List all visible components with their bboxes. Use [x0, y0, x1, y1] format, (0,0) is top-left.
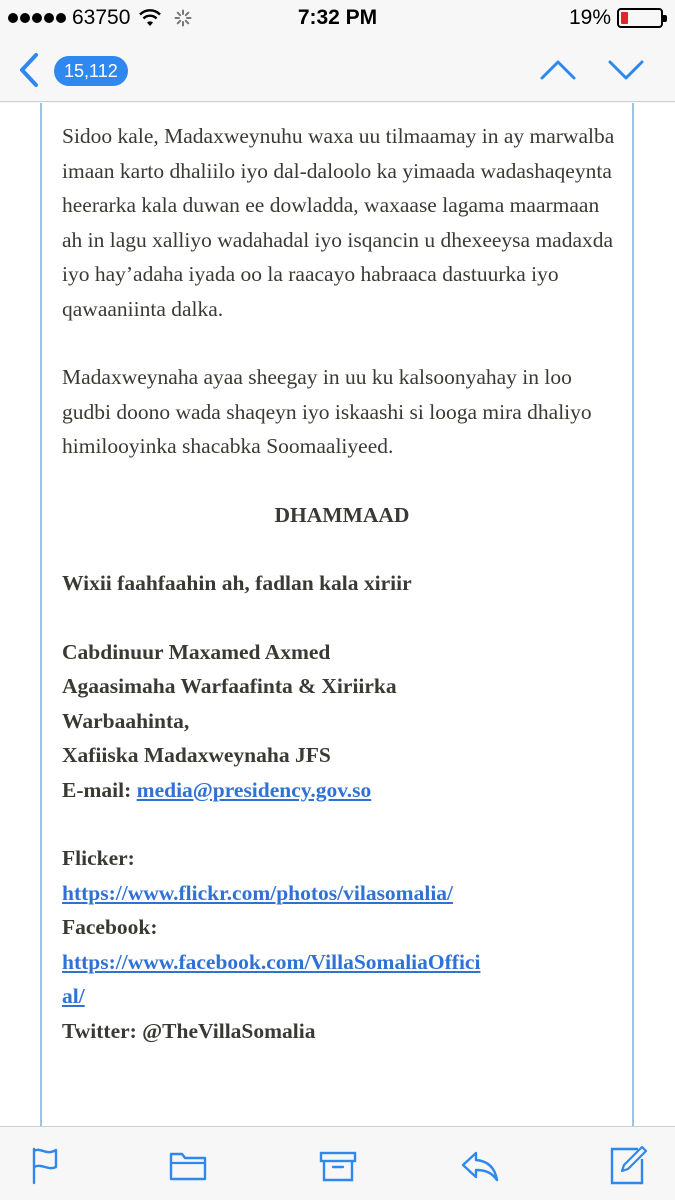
twitter-line: Twitter: @TheVillaSomalia — [62, 1018, 316, 1043]
contact-name: Cabdinuur Maxamed Axmed — [62, 639, 331, 664]
battery-fill — [621, 12, 628, 24]
compose-icon[interactable] — [608, 1145, 648, 1185]
contact-title-line-2: Warbaahinta, — [62, 708, 190, 733]
previous-message-icon[interactable] — [538, 56, 578, 84]
flag-icon[interactable] — [26, 1145, 66, 1185]
flickr-label: Flicker: — [62, 846, 135, 870]
email-text — [62, 119, 622, 1048]
email-label: E-mail: — [62, 777, 137, 802]
message-body[interactable] — [0, 103, 675, 1126]
contact-office: Xafiiska Madaxweynaha JFS — [62, 743, 331, 767]
contact-intro: Wixii faahfaahin ah, fadlan kala xiriir — [62, 571, 412, 595]
status-left — [8, 6, 192, 30]
facebook-link-line-1[interactable]: https://www.facebook.com/VillaSomaliaOffici — [62, 949, 481, 974]
mail-toolbar — [0, 1126, 675, 1200]
reply-icon[interactable] — [460, 1145, 500, 1185]
back-chevron-icon[interactable] — [18, 52, 40, 88]
signal-strength-icon — [8, 13, 66, 23]
status-bar — [0, 0, 675, 36]
activity-spinner-icon — [174, 9, 192, 27]
paragraph-1: Sidoo kale, Madaxweynuhu waxa uu tilmaamay in ay marwalba imaan karto dhaliilo iyo dal-daloolo ka yimaada wadashaqeynta heerarka kala duwan ee dowladda, waxaase lagama maarmaan ah in lagu xalliyo wadahadal iyo isqancin u dhexeeysa madaxda iyo hay’adaha iyada oo la raacayo habraaca dastuurka iyo qawaaniinta dalka. — [62, 124, 615, 321]
battery-icon — [617, 8, 663, 28]
email-line — [62, 773, 622, 808]
mail-nav-bar — [0, 36, 675, 102]
next-message-icon[interactable] — [606, 56, 646, 84]
wifi-icon — [138, 8, 162, 28]
email-link[interactable]: media@presidency.gov.so — [136, 777, 372, 802]
facebook-link-line-2[interactable]: al/ — [62, 984, 85, 1008]
end-marker: DHAMMAAD — [274, 502, 410, 527]
carrier-label: 63750 — [72, 6, 131, 29]
archive-icon[interactable] — [318, 1145, 358, 1185]
inbox-count-badge[interactable]: 15,112 — [54, 56, 128, 86]
battery-percent: 19% — [568, 6, 611, 29]
facebook-label: Facebook: — [62, 915, 158, 939]
clock: 7:32 PM — [297, 6, 378, 29]
paragraph-2: Madaxweynaha ayaa sheegay in uu ku kalsoonyahay in loo gudbi doono wada shaqeyn iyo iskaashi si looga mira dhaliyo himilooyinka shacabka Soomaaliyeed. — [62, 365, 592, 458]
contact-title-line-1: Agaasimaha Warfaafinta & Xiriirka — [62, 674, 397, 698]
status-right — [569, 6, 663, 30]
folder-icon[interactable] — [168, 1145, 208, 1185]
flickr-link[interactable]: https://www.flickr.com/photos/vilasomalia/ — [62, 880, 454, 905]
